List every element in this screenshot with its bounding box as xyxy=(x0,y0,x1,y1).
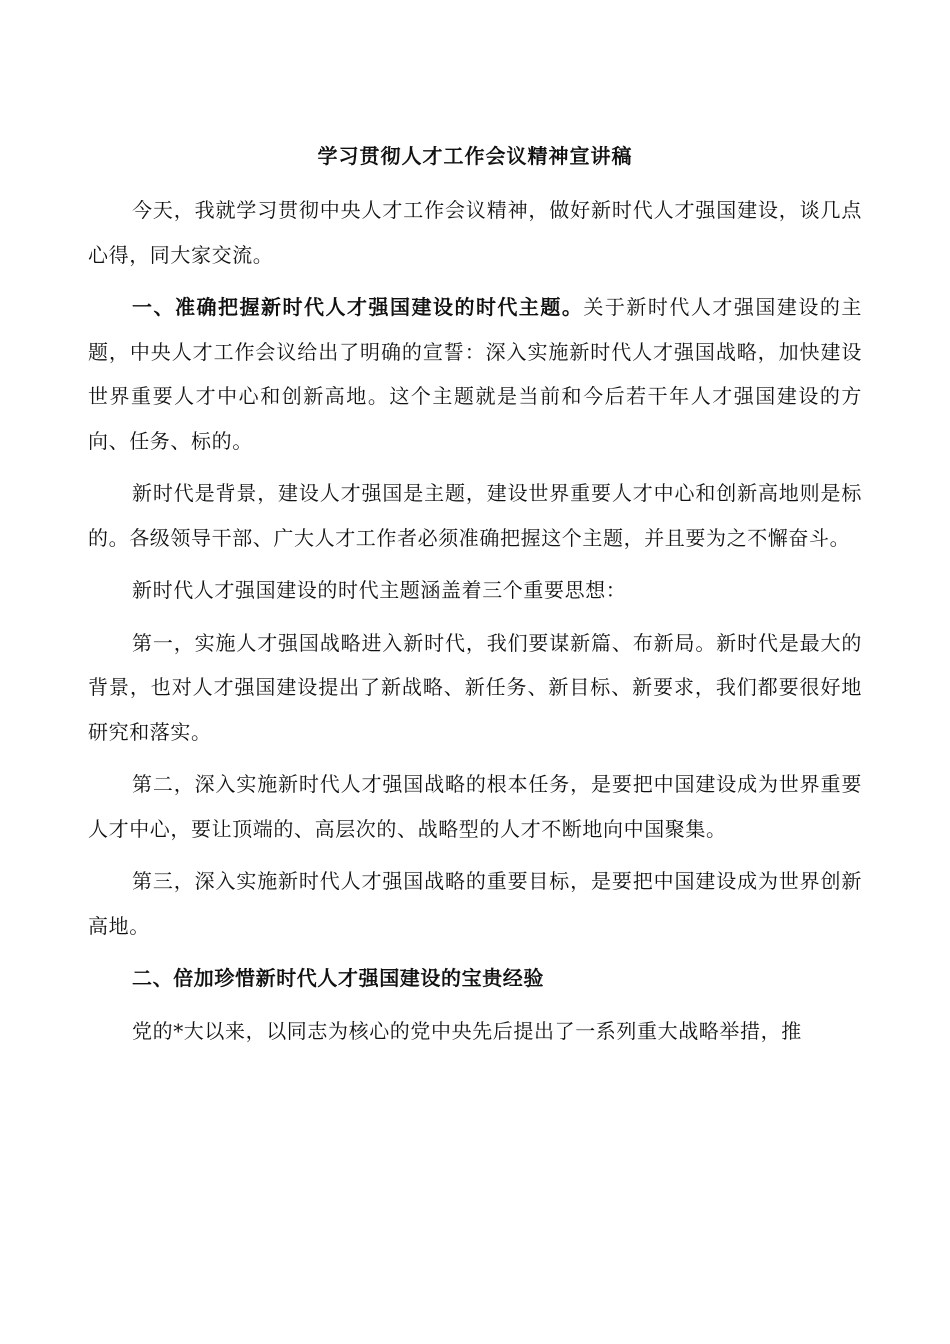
paragraph-continuation xyxy=(88,1009,862,1054)
section-heading: 一、准确把握新时代人才强国建设的时代主题。 xyxy=(132,295,584,319)
section-heading: 二、倍加珍惜新时代人才强国建设的宝贵经验 xyxy=(132,966,544,990)
paragraph-second-point xyxy=(88,762,862,851)
paragraph-text: 第二，深入实施新时代人才强国战略的根本任务，是要把中国建设成为世界重要人才中心，要让顶端的、高层次的、战略型的人才不断地向中国聚集。 xyxy=(88,772,862,841)
paragraph-background xyxy=(88,471,862,560)
paragraph-section-one xyxy=(88,285,862,463)
paragraph-intro xyxy=(88,188,862,277)
paragraph-text: 第三，深入实施新时代人才强国战略的重要目标，是要把中国建设成为世界创新高地。 xyxy=(88,869,862,938)
document-page xyxy=(88,138,862,1061)
paragraph-text: 新时代人才强国建设的时代主题涵盖着三个重要思想： xyxy=(132,578,627,602)
paragraph-third-point xyxy=(88,859,862,948)
paragraph-first-point xyxy=(88,621,862,755)
paragraph-text: 党的*大以来，以同志为核心的党中央先后提出了一系列重大战略举措，推 xyxy=(132,1018,802,1043)
paragraph-section-two xyxy=(88,956,862,1001)
document-title: 学习贯彻人才工作会议精神宣讲稿 xyxy=(317,144,633,168)
paragraph-text: 关于新时代人才强国建设的主题，中央人才工作会议给出了明确的宣誓：深入实施新时代人才强国战略，加快建设世界重要人才中心和创新高地。这个主题就是当前和今后若干年人才强国建设的方向、任务、标的。 xyxy=(88,295,862,453)
paragraph-text: 今天，我就学习贯彻中央人才工作会议精神，做好新时代人才强国建设，谈几点心得，同大家交流。 xyxy=(88,198,862,267)
paragraph-text: 第一，实施人才强国战略进入新时代，我们要谋新篇、布新局。新时代是最大的背景，也对人才强国建设提出了新战略、新任务、新目标、新要求，我们都要很好地研究和落实。 xyxy=(88,630,862,744)
paragraph-three-ideas xyxy=(88,568,862,613)
paragraph-text: 新时代是背景，建设人才强国是主题，建设世界重要人才中心和创新高地则是标的。各级领导干部、广大人才工作者必须准确把握这个主题，并且要为之不懈奋斗。 xyxy=(88,481,862,550)
